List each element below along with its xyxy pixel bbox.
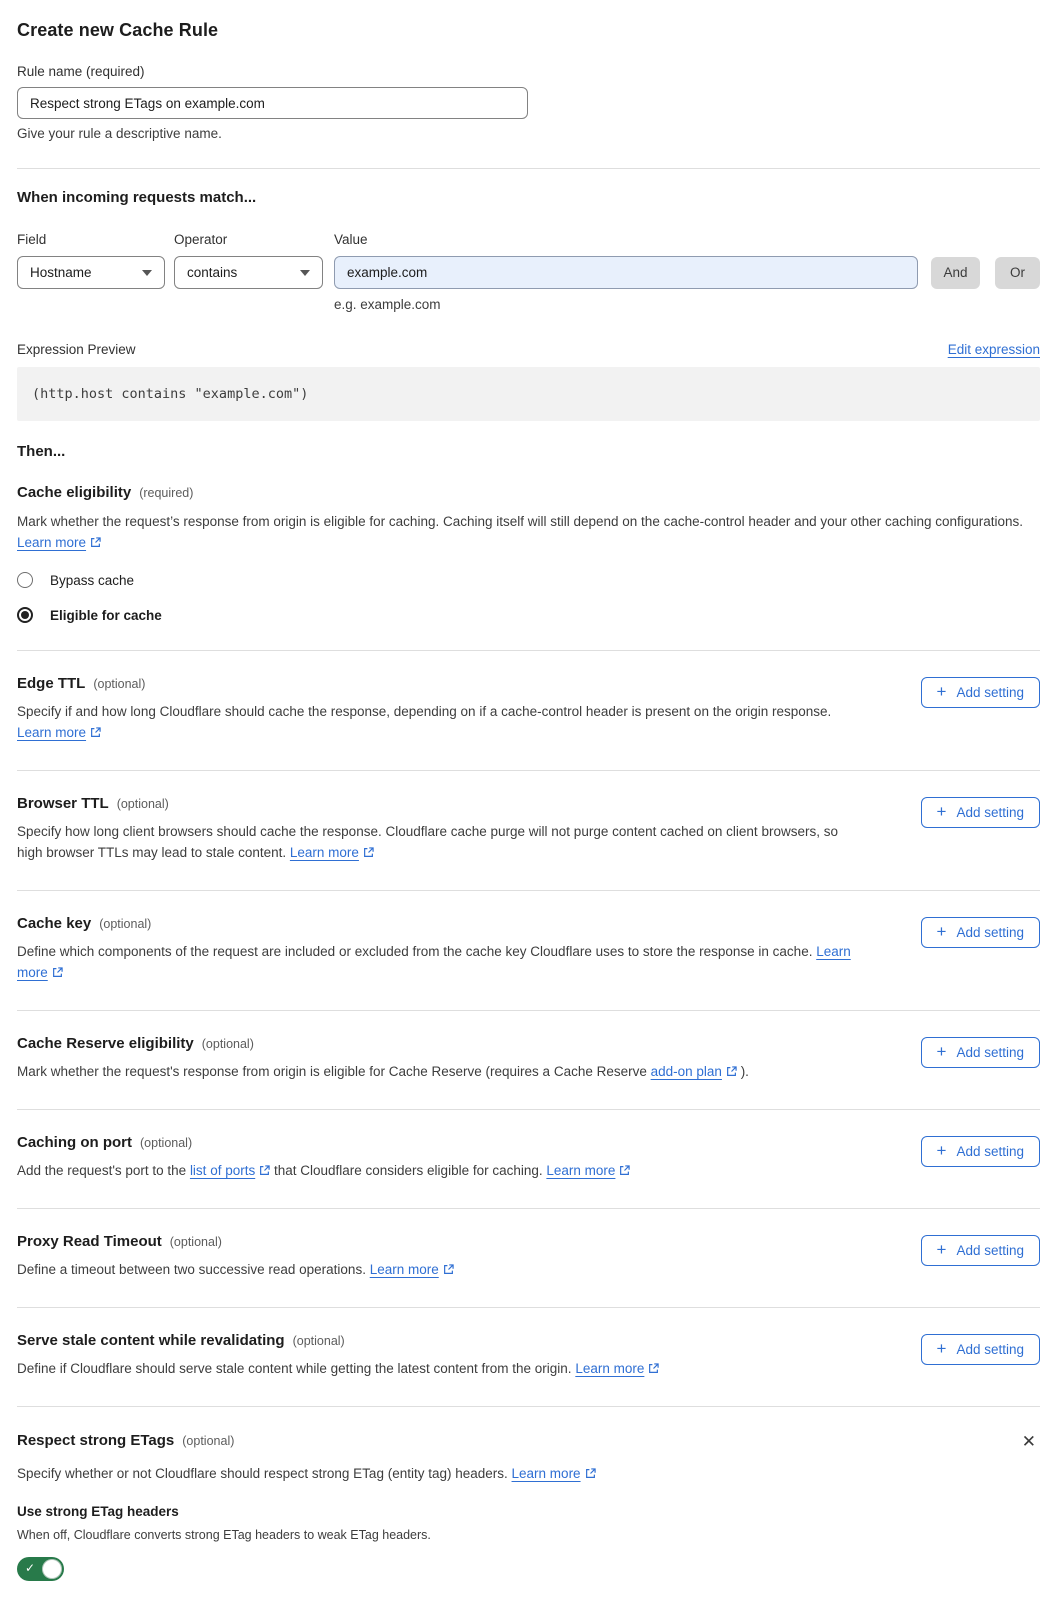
radio-icon — [17, 607, 33, 623]
expression-preview-row — [17, 342, 1040, 357]
section-proxy-read-timeout — [17, 1209, 1040, 1308]
plus-icon: + — [936, 922, 947, 941]
optional-tag: (optional) — [169, 1235, 222, 1249]
section-description: Add the request's port to the list of ports that Cloudflare considers eligible for caching. Learn more — [17, 1160, 630, 1181]
chevron-down-icon — [142, 270, 152, 276]
plus-icon: + — [936, 1240, 947, 1259]
match-heading: When incoming requests match... — [17, 189, 257, 206]
external-link-icon — [90, 727, 101, 738]
section-title: Cache Reserve eligibility — [17, 1035, 194, 1052]
learn-more-link[interactable]: Learn more — [511, 1466, 581, 1481]
radio-option-bypass-cache[interactable] — [17, 572, 1040, 588]
strong-etag-toggle[interactable] — [17, 1557, 64, 1581]
section-description: Define if Cloudflare should serve stale content while getting the latest content from the origin. Learn more — [17, 1358, 659, 1379]
cache-eligibility-title: Cache eligibility — [17, 484, 132, 501]
add-setting-button[interactable]: + Add setting — [921, 1037, 1040, 1068]
section-cache-reserve-eligibility — [17, 1011, 1040, 1110]
field-select[interactable] — [17, 256, 165, 289]
external-link-icon — [726, 1066, 737, 1077]
add-setting-button[interactable]: + Add setting — [921, 1235, 1040, 1266]
external-link-icon — [585, 1468, 596, 1479]
learn-more-link[interactable]: Learn more — [289, 845, 359, 860]
section-description: Define a timeout between two successive read operations. Learn more — [17, 1259, 454, 1280]
section-title: Serve stale content while revalidating — [17, 1332, 285, 1349]
or-button[interactable]: Or — [995, 257, 1040, 289]
and-button[interactable]: And — [931, 257, 980, 289]
expression-code-block: (http.host contains "example.com") — [17, 367, 1040, 421]
optional-tag: (optional) — [292, 1334, 345, 1348]
section-description: Mark whether the request's response from origin is eligible for Cache Reserve (requires a Cache Reserve add-on plan ). — [17, 1064, 749, 1079]
learn-more-link[interactable]: Learn more — [369, 1262, 439, 1277]
section-description: Specify whether or not Cloudflare should respect strong ETag (entity tag) headers. Learn more — [17, 1463, 1040, 1484]
optional-tag: (optional) — [116, 797, 169, 811]
rule-name-help: Give your rule a descriptive name. — [17, 126, 222, 141]
external-link-icon — [259, 1165, 270, 1176]
plus-icon: + — [936, 1141, 947, 1160]
toggle-help-text: When off, Cloudflare converts strong ETag headers to weak ETag headers. — [17, 1528, 431, 1542]
radio-label: Bypass cache — [50, 572, 135, 588]
section-title: Proxy Read Timeout — [17, 1233, 162, 1250]
match-condition-row — [17, 256, 1040, 289]
radio-label: Eligible for cache — [50, 607, 162, 623]
section-description: Specify how long client browsers should cache the response. Cloudflare cache purge will not purge content cached on client browsers, so high browser TTLs may lead to stale content. Learn more — [17, 824, 838, 860]
operator-select[interactable] — [174, 256, 323, 289]
section-title: Browser TTL — [17, 795, 109, 812]
required-tag: (required) — [139, 486, 194, 500]
external-link-icon — [443, 1264, 454, 1275]
section-description: Specify if and how long Cloudflare should cache the response, depending on if a cache-control header is present on the origin response. Learn more — [17, 704, 832, 740]
operator-label: Operator — [174, 232, 228, 247]
section-caching-on-port — [17, 1110, 1040, 1209]
plus-icon: + — [936, 1042, 947, 1061]
radio-icon — [17, 572, 33, 588]
optional-tag: (optional) — [140, 1136, 193, 1150]
rule-name-input[interactable] — [17, 87, 528, 119]
external-link-icon — [52, 967, 63, 978]
toggle-knob — [42, 1559, 62, 1579]
add-setting-button[interactable]: + Add setting — [921, 677, 1040, 708]
add-setting-button[interactable]: + Add setting — [921, 1136, 1040, 1167]
learn-more-link[interactable]: Learn more — [575, 1361, 645, 1376]
rule-name-label: Rule name (required) — [17, 64, 145, 79]
value-label: Value — [334, 232, 368, 247]
add-setting-button[interactable]: + Add setting — [921, 917, 1040, 948]
plus-icon: + — [936, 682, 947, 701]
section-title: Respect strong ETags — [17, 1432, 175, 1449]
check-icon: ✓ — [25, 1561, 36, 1575]
close-icon[interactable]: ✕ — [1018, 1432, 1040, 1453]
field-label: Field — [17, 232, 47, 247]
value-hint: e.g. example.com — [334, 297, 441, 312]
plus-icon: + — [936, 802, 947, 821]
learn-more-link[interactable]: Learn more — [17, 944, 851, 980]
optional-tag: (optional) — [93, 677, 146, 691]
external-link-icon — [90, 537, 101, 548]
external-link-icon — [619, 1165, 630, 1176]
list-of-ports-link[interactable]: list of ports — [189, 1163, 256, 1178]
page-title: Create new Cache Rule — [17, 20, 219, 40]
section-browser-ttl — [17, 771, 1040, 891]
chevron-down-icon — [300, 270, 310, 276]
radio-option-eligible-for-cache[interactable] — [17, 607, 1040, 623]
add-setting-button[interactable]: + Add setting — [921, 797, 1040, 828]
learn-more-link[interactable]: Learn more — [17, 725, 87, 740]
edit-expression-link[interactable]: Edit expression — [947, 342, 1040, 357]
section-title: Cache key — [17, 915, 92, 932]
cache-eligibility-title-row — [17, 484, 1040, 501]
cache-eligibility-description: Mark whether the request’s response from origin is eligible for caching. Caching itself will still depend on the cache-control header and your other caching configurations. Learn more — [17, 514, 1024, 550]
plus-icon: + — [936, 1339, 947, 1358]
use-strong-etag-headers-label: Use strong ETag headers — [17, 1504, 179, 1519]
learn-more-link[interactable]: Learn more — [17, 535, 87, 550]
then-heading: Then... — [17, 443, 66, 460]
section-title: Caching on port — [17, 1134, 132, 1151]
value-input[interactable] — [334, 256, 918, 289]
field-select-value: Hostname — [30, 265, 92, 280]
section-serve-stale-content — [17, 1308, 1040, 1407]
optional-tag: (optional) — [99, 917, 152, 931]
operator-select-value: contains — [187, 265, 238, 280]
section-edge-ttl — [17, 651, 1040, 771]
optional-tag: (optional) — [201, 1037, 254, 1051]
expression-preview-label: Expression Preview — [17, 342, 136, 357]
section-cache-key — [17, 891, 1040, 1011]
add-on-plan-link[interactable]: add-on plan — [650, 1064, 722, 1079]
section-title: Edge TTL — [17, 675, 86, 692]
external-link-icon — [648, 1363, 659, 1374]
section-description: Define which components of the request are included or excluded from the cache key Cloudflare uses to store the response in cache. Learn more — [17, 944, 851, 980]
optional-tag: (optional) — [182, 1434, 235, 1448]
section-respect-strong-etags — [17, 1407, 1040, 1581]
divider — [17, 168, 1040, 169]
external-link-icon — [363, 847, 374, 858]
add-setting-button[interactable]: + Add setting — [921, 1334, 1040, 1365]
match-column-labels — [17, 232, 1040, 247]
learn-more-link[interactable]: Learn more — [546, 1163, 616, 1178]
